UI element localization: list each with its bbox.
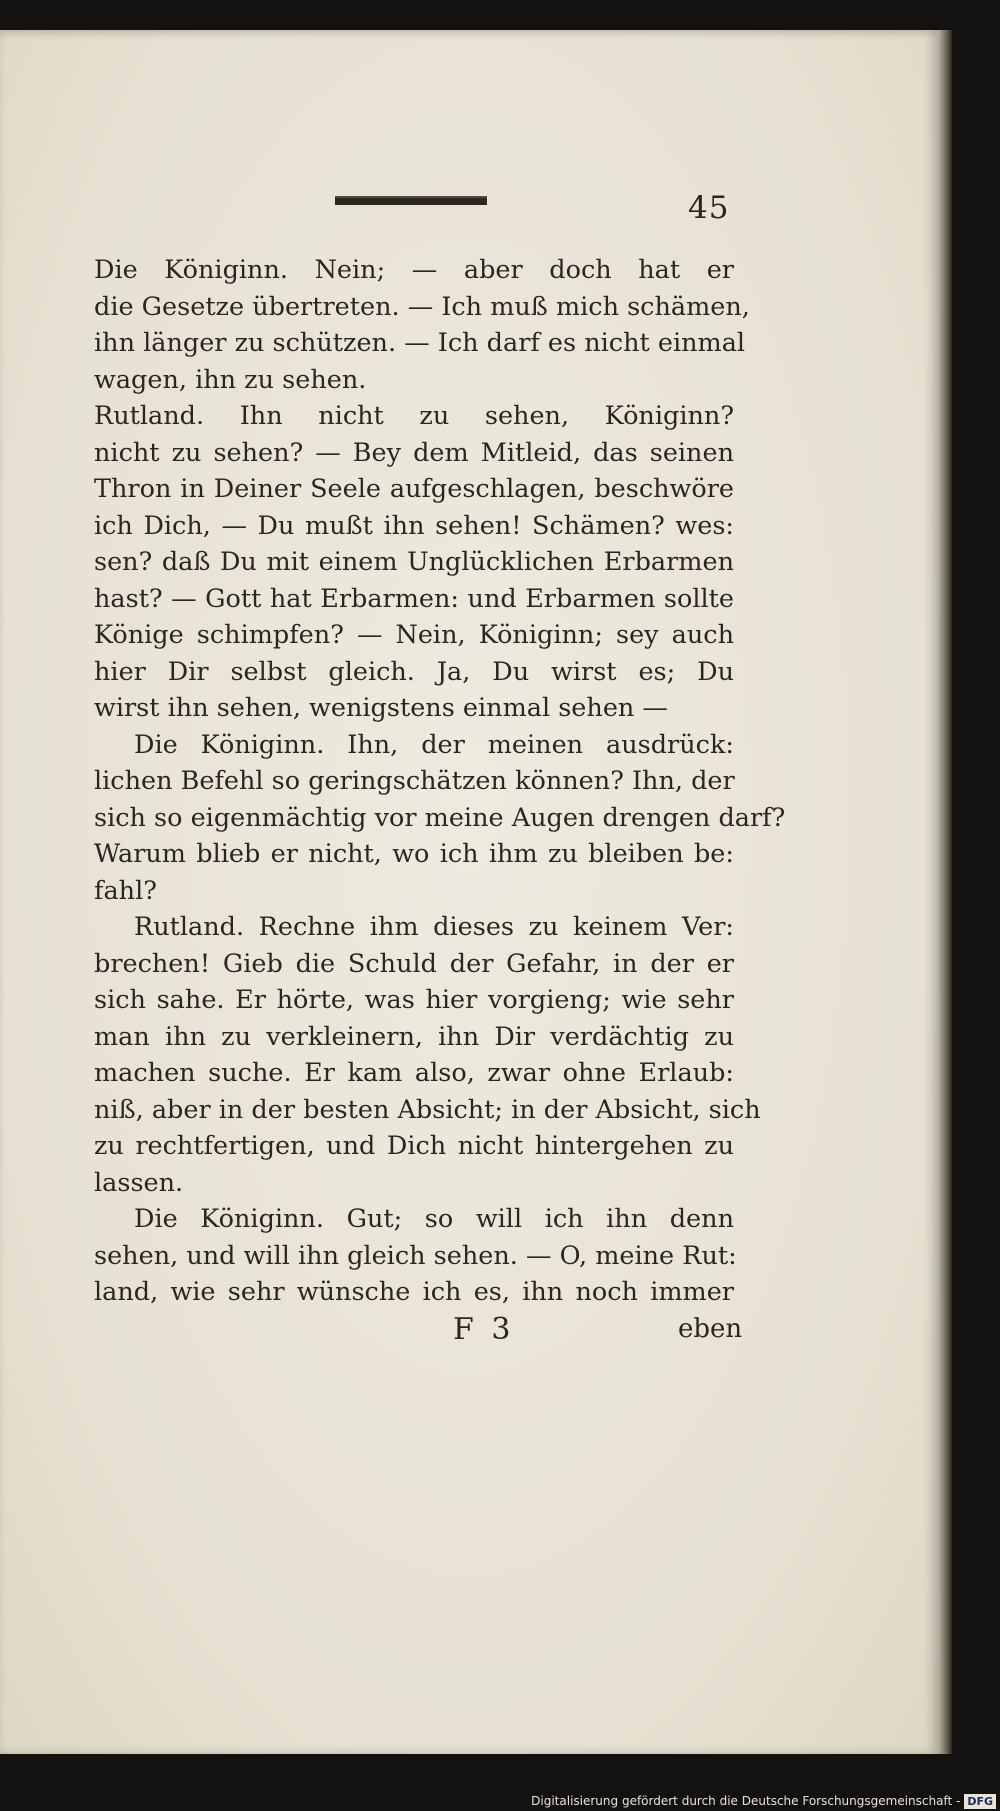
printer-signature: F 3 <box>453 1312 515 1347</box>
text-line: lassen. <box>94 1167 184 1198</box>
text-line: land, wie sehr wünsche ich es, ihn noch immer <box>94 1277 734 1307</box>
text-line: Die Königinn. Gut; so will ich ihn denn <box>134 1204 734 1234</box>
text-line: brechen! Gieb die Schuld der Gefahr, in der er <box>94 948 734 979</box>
text-line: Die Königinn. Ihn, der meinen ausdrück: <box>134 729 734 760</box>
text-line: lichen Befehl so geringschätzen können? Ihn, der <box>94 766 735 796</box>
text-line: wagen, ihn zu sehen. <box>94 364 367 395</box>
text-line: Könige schimpfen? — Nein, Königinn; sey auch <box>94 620 734 650</box>
text-line: ihn länger zu schützen. — Ich darf es nicht einmal <box>94 328 746 358</box>
text-line: sich sahe. Er hörte, was hier vorgieng; wie sehr <box>94 985 734 1015</box>
text-line: sen? daß Du mit einem Unglücklichen Erbarmen <box>94 547 734 577</box>
credit-text: Digitalisierung gefördert durch die Deutsche Forschungsgemeinschaft - <box>531 1794 961 1808</box>
dfg-logo[interactable]: DFG <box>964 1794 996 1809</box>
text-line: Die Königinn. Nein; — aber doch hat er <box>94 255 734 285</box>
catchword: eben <box>678 1314 743 1344</box>
text-line: die Gesetze übertreten. — Ich muß mich schämen, <box>94 291 750 322</box>
text-line: ich Dich, — Du mußt ihn sehen! Schämen? wes: <box>94 510 734 541</box>
text-line: Rutland. Ihn nicht zu sehen, Königinn? <box>94 401 734 431</box>
text-line: wirst ihn sehen, wenigstens einmal sehen — <box>94 693 668 723</box>
page-text <box>94 252 786 1311</box>
text-line: niß, aber in der besten Absicht; in der Absicht, sich <box>94 1094 761 1125</box>
text-line: man ihn zu verkleinern, ihn Dir verdächtig zu <box>94 1021 734 1052</box>
header-rule <box>335 196 487 205</box>
page-number: 45 <box>688 190 730 226</box>
digitization-credit <box>531 1792 1000 1811</box>
text-line: hier Dir selbst gleich. Ja, Du wirst es; Du <box>94 656 734 687</box>
text-line: fahl? <box>94 875 157 906</box>
text-line: nicht zu sehen? — Bey dem Mitleid, das seinen <box>94 437 734 468</box>
text-line: Rutland. Rechne ihm dieses zu keinem Ver: <box>134 912 734 942</box>
text-line: machen suche. Er kam also, zwar ohne Erlaub: <box>94 1058 734 1088</box>
text-line: Thron in Deiner Seele aufgeschlagen, beschwöre <box>94 474 734 504</box>
page-edge <box>938 30 952 1754</box>
text-line: sich so eigenmächtig vor meine Augen drengen darf? <box>94 802 786 833</box>
text-line: hast? — Gott hat Erbarmen: und Erbarmen sollte <box>94 583 734 614</box>
text-line: zu rechtfertigen, und Dich nicht hintergehen zu <box>94 1131 734 1161</box>
text-line: sehen, und will ihn gleich sehen. — O, meine Rut: <box>94 1240 737 1271</box>
text-line: Warum blieb er nicht, wo ich ihm zu bleiben be: <box>94 839 734 869</box>
